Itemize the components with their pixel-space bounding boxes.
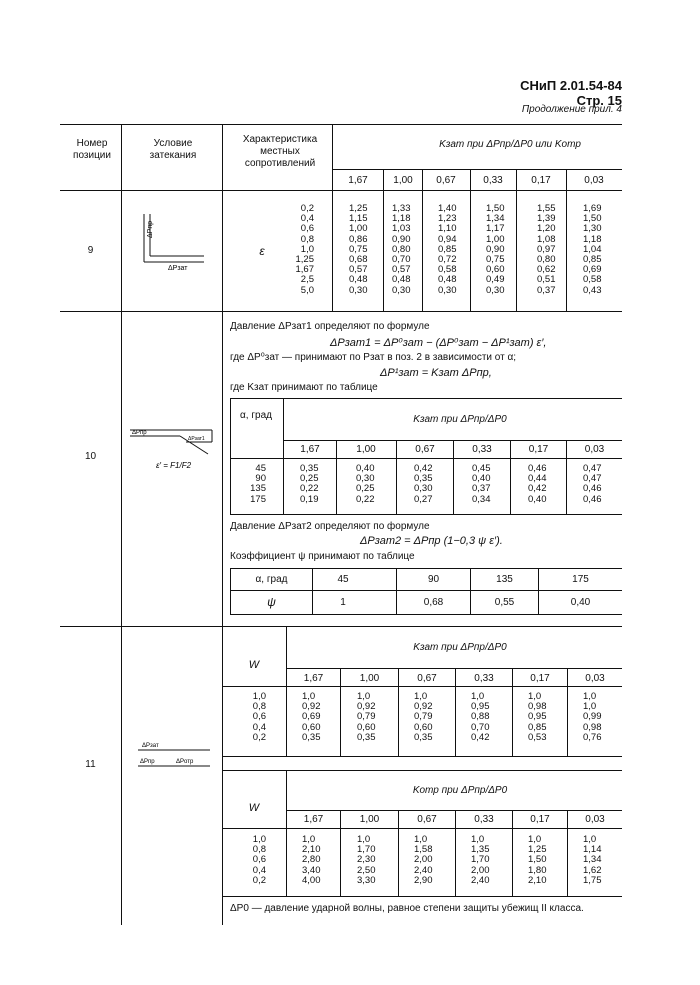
row10-alpha-column <box>240 464 266 505</box>
table-cell: 0,19 <box>300 493 319 505</box>
rule <box>283 398 284 514</box>
rule <box>222 686 622 687</box>
table-cell: 0,79 <box>357 711 376 723</box>
table-cell: 2,00 <box>414 854 433 866</box>
row10-text-4: Давление ΔPзат2 определяют по формуле <box>230 521 430 532</box>
row11-t2-col-5 <box>528 835 547 886</box>
table-cell: 0,47 <box>583 473 602 485</box>
table-cell: 1,14 <box>583 844 602 856</box>
row11-w-header-1: W <box>248 659 260 671</box>
table-cell: 0,70 <box>471 721 490 733</box>
psi-value: 0,40 <box>570 597 591 608</box>
eps-value: 0,4 <box>300 213 314 225</box>
table-cell: 1,0 <box>583 834 597 845</box>
ratio-header: 0,33 <box>483 175 503 186</box>
row11-k1-header: Kзат при ΔPпр/ΔP0 <box>413 642 507 653</box>
svg-text:ΔPзат: ΔPзат <box>142 743 159 749</box>
w-value: 1,0 <box>252 691 266 702</box>
table-cell: 0,42 <box>414 463 433 474</box>
table-cell: 0,43 <box>583 284 602 296</box>
table-cell: 2,50 <box>357 864 376 876</box>
row10-flow-diagram <box>126 420 218 486</box>
table-cell: 1,55 <box>537 203 556 214</box>
table-cell: 0,37 <box>537 284 556 296</box>
row11-t1-col-5 <box>528 692 547 743</box>
w-value: 0,2 <box>252 731 266 743</box>
ratio-header: 0,33 <box>472 444 492 455</box>
ratio-header: 1,00 <box>359 673 380 684</box>
ratio-header: 0,03 <box>584 175 604 186</box>
table-cell: 0,60 <box>414 721 433 733</box>
row10-k-header: Kзат при ΔPпр/ΔP0 <box>413 414 507 425</box>
row11-w-column-1 <box>240 692 266 743</box>
row10-formula-2: ΔP¹зат = Kзат ΔPпр, <box>380 367 492 379</box>
eps-value: 1,0 <box>300 243 314 255</box>
row11-t2-col-6 <box>583 835 602 886</box>
table-cell: 0,46 <box>583 493 602 505</box>
row9-number: 9 <box>87 245 94 256</box>
table-cell: 1,10 <box>438 223 457 235</box>
table-cell: 0,25 <box>300 473 319 485</box>
row10-values-col-2 <box>356 464 375 505</box>
table-cell: 0,72 <box>438 254 457 266</box>
table-cell: 2,80 <box>302 854 321 866</box>
ratio-header: 0,03 <box>585 673 605 684</box>
alpha-value: 90 <box>255 473 266 485</box>
row10-text-1: Давление ΔPзат1 определяют по формуле <box>230 321 430 332</box>
w-value: 0,4 <box>252 721 266 733</box>
row10-values-col-4 <box>472 464 491 505</box>
table-cell: 0,90 <box>392 233 411 245</box>
table-cell: 1,0 <box>302 834 316 845</box>
row9-values-col-6 <box>583 204 602 296</box>
table-cell: 0,30 <box>392 284 411 296</box>
row10-values-col-1 <box>300 464 319 505</box>
rule <box>422 169 423 311</box>
svg-text:ΔPпр: ΔPпр <box>132 430 147 436</box>
rule <box>516 169 517 311</box>
table-cell: 0,99 <box>583 711 602 723</box>
page-header: СНиП 2.01.54-84 Стр. 15 <box>520 78 622 108</box>
ratio-header: 1,67 <box>303 814 324 825</box>
rule <box>230 614 622 615</box>
table-cell: 1,0 <box>357 691 371 702</box>
row9-flow-diagram <box>132 206 212 276</box>
table-cell: 1,40 <box>438 203 457 214</box>
row11-flow-diagram <box>132 738 216 778</box>
table-cell: 0,68 <box>349 254 368 266</box>
table-cell: 1,50 <box>486 203 505 214</box>
table-cell: 1,0 <box>471 691 485 702</box>
table-cell: 1,00 <box>349 223 368 235</box>
rule <box>286 626 287 756</box>
ratio-header: 0,03 <box>584 444 605 455</box>
table-cell: 0,51 <box>537 274 556 286</box>
w-value: 0,4 <box>252 864 266 876</box>
table-cell: 0,69 <box>302 711 321 723</box>
table-cell: 2,90 <box>414 874 433 886</box>
table-cell: 0,85 <box>528 721 547 733</box>
table-cell: 0,49 <box>486 274 505 286</box>
table-cell: 0,48 <box>438 274 457 286</box>
table-cell: 1,70 <box>357 844 376 856</box>
table-cell: 0,30 <box>356 473 375 485</box>
table-cell: 0,46 <box>528 463 547 474</box>
table-cell: 0,92 <box>414 701 433 713</box>
table-cell: 0,42 <box>471 731 490 743</box>
row11-t1-col-6 <box>583 692 602 743</box>
table-cell: 0,92 <box>302 701 321 713</box>
table-cell: 1,0 <box>414 834 428 845</box>
table-cell: 1,00 <box>486 233 505 245</box>
eps-value: 0,8 <box>300 233 314 245</box>
table-cell: 2,40 <box>414 864 433 876</box>
table-cell: 0,58 <box>438 264 457 276</box>
table-cell: 1,03 <box>392 223 411 235</box>
ratio-header: 1,67 <box>300 444 320 455</box>
table-cell: 0,97 <box>537 243 556 255</box>
eps-value: 0,2 <box>300 203 314 214</box>
table-cell: 1,62 <box>583 864 602 876</box>
col-k-header: Kзат при ΔPпр/ΔP0 или Kотр <box>439 139 581 150</box>
ratio-header: 0,67 <box>417 814 437 825</box>
eps-value: 0,6 <box>300 223 314 235</box>
table-cell: 1,18 <box>583 233 602 245</box>
row10-values-col-5 <box>528 464 547 505</box>
table-cell: 0,47 <box>583 463 602 474</box>
table-cell: 0,80 <box>392 243 411 255</box>
rule <box>332 124 333 311</box>
table-cell: 0,90 <box>486 243 505 255</box>
table-cell: 0,48 <box>392 274 411 286</box>
rule <box>332 169 622 170</box>
table-cell: 0,27 <box>414 493 433 505</box>
table-cell: 2,40 <box>471 874 490 886</box>
row9-epsilon-symbol: ε <box>259 244 265 258</box>
table-cell: 1,0 <box>357 834 371 845</box>
psi-alpha-value: 45 <box>337 574 349 585</box>
table-cell: 0,80 <box>537 254 556 266</box>
rule <box>60 626 622 627</box>
table-cell: 0,60 <box>357 721 376 733</box>
table-cell: 1,70 <box>471 854 490 866</box>
table-cell: 0,98 <box>528 701 547 713</box>
table-cell: 1,35 <box>471 844 490 856</box>
w-value: 0,2 <box>252 874 266 886</box>
table-cell: 0,76 <box>583 731 602 743</box>
rule <box>230 458 622 459</box>
row11-t1-col-3 <box>414 692 433 743</box>
row10-values-col-6 <box>583 464 602 505</box>
table-cell: 0,45 <box>472 463 491 474</box>
table-cell: 0,22 <box>356 493 375 505</box>
table-cell: 0,92 <box>357 701 376 713</box>
row9-values-col-3 <box>438 204 457 296</box>
row11-t1-col-1 <box>302 692 321 743</box>
ratio-header: 1,00 <box>359 814 380 825</box>
table-cell: 1,80 <box>528 864 547 876</box>
rule <box>230 514 622 515</box>
table-cell: 0,85 <box>583 254 602 266</box>
table-cell: 0,35 <box>414 473 433 485</box>
psi-alpha-value: 175 <box>572 574 589 585</box>
row11-w-header-2: W <box>248 802 260 814</box>
table-cell: 4,00 <box>302 874 321 886</box>
rule <box>222 770 622 771</box>
table-cell: 0,70 <box>392 254 411 266</box>
ratio-header: 0,33 <box>474 673 494 684</box>
table-cell: 0,30 <box>414 483 433 495</box>
row11-t1-col-4 <box>471 692 490 743</box>
ratio-header: 0,67 <box>415 444 435 455</box>
alpha-value: 135 <box>250 483 266 495</box>
rule <box>566 169 567 311</box>
table-cell: 0,75 <box>349 243 368 255</box>
row11-number: 11 <box>85 759 96 770</box>
svg-text:ΔPзат1: ΔPзат1 <box>188 436 205 442</box>
svg-text:ΔPотр: ΔPотр <box>176 759 194 765</box>
col-characteristic-header: Характеристика местных сопротивлений <box>242 134 318 169</box>
row11-note: ΔP0 — давление ударной волны, равное степени защиты убежищ II класса. <box>230 903 584 914</box>
ratio-header: 1,00 <box>356 444 376 455</box>
table-cell: 0,57 <box>392 264 411 276</box>
table-cell: 0,40 <box>356 463 375 474</box>
psi-value: 1 <box>340 597 346 608</box>
table-cell: 1,25 <box>528 844 547 856</box>
rule <box>222 828 622 829</box>
alpha-value: 45 <box>255 463 266 474</box>
table-cell: 1,23 <box>438 213 457 225</box>
ratio-header: 0,03 <box>585 814 605 825</box>
ratio-header: 0,67 <box>436 175 456 186</box>
table-cell: 1,34 <box>486 213 505 225</box>
table-cell: 0,35 <box>414 731 433 743</box>
table-cell: 1,0 <box>302 691 316 702</box>
svg-text:ΔPзат: ΔPзат <box>168 265 188 272</box>
row10-formula-3: ΔPзат2 = ΔPпр (1−0,3 ψ ε′). <box>360 535 503 547</box>
table-cell: 0,69 <box>583 264 602 276</box>
table-cell: 1,58 <box>414 844 433 856</box>
table-cell: 0,25 <box>356 483 375 495</box>
svg-text:ΔPпр: ΔPпр <box>140 759 155 765</box>
ratio-header: 0,33 <box>474 814 494 825</box>
table-cell: 0,48 <box>349 274 368 286</box>
psi-label: ψ <box>267 595 276 609</box>
rule <box>286 668 622 669</box>
table-cell: 1,17 <box>486 223 505 235</box>
eps-value: 5,0 <box>300 284 314 296</box>
w-value: 0,6 <box>252 711 266 723</box>
rule <box>121 124 122 925</box>
row10-text-2: где ΔP⁰зат — принимают по Pзат в поз. 2 в зависимости от α; <box>230 352 517 363</box>
table-cell: 0,35 <box>357 731 376 743</box>
table-cell: 0,40 <box>528 493 547 505</box>
eps-value: 2,5 <box>300 274 314 286</box>
psi-value: 0,68 <box>423 597 444 608</box>
col-number-header: Номер позиции <box>73 138 111 161</box>
rule <box>222 896 622 897</box>
table-cell: 1,04 <box>583 243 602 255</box>
row11-t2-col-3 <box>414 835 433 886</box>
w-value: 1,0 <box>252 834 266 845</box>
rule <box>470 169 471 311</box>
table-cell: 1,33 <box>392 203 411 214</box>
table-cell: 0,30 <box>438 284 457 296</box>
table-cell: 1,0 <box>414 691 428 702</box>
row9-values-col-1 <box>349 204 368 296</box>
table-cell: 0,53 <box>528 731 547 743</box>
table-cell: 0,85 <box>438 243 457 255</box>
row9-eps-column <box>284 204 314 296</box>
table-cell: 0,58 <box>583 274 602 286</box>
table-cell: 1,18 <box>392 213 411 225</box>
row11-k2-header: Kотр при ΔPпр/ΔP0 <box>412 785 508 796</box>
table-cell: 2,10 <box>302 844 321 856</box>
psi-alpha-value: 135 <box>496 574 513 585</box>
w-value: 0,6 <box>252 854 266 866</box>
table-cell: 3,30 <box>357 874 376 886</box>
row10-text-5: Коэффициент ψ принимают по таблице <box>230 551 415 562</box>
table-cell: 0,94 <box>438 233 457 245</box>
col-condition-header: Условие затекания <box>149 138 197 161</box>
row11-t1-col-2 <box>357 692 376 743</box>
ratio-header: 0,17 <box>528 444 549 455</box>
row11-w-column-2 <box>240 835 266 886</box>
rule <box>383 169 384 311</box>
table-cell: 0,34 <box>472 493 491 505</box>
table-cell: 1,20 <box>537 223 556 235</box>
table-cell: 0,75 <box>486 254 505 266</box>
table-cell: 1,0 <box>583 691 597 702</box>
table-cell: 0,95 <box>471 701 490 713</box>
table-cell: 0,88 <box>471 711 490 723</box>
table-cell: 1,69 <box>583 203 602 214</box>
rule <box>60 124 622 125</box>
ratio-header: 1,67 <box>348 175 368 186</box>
table-cell: 0,79 <box>414 711 433 723</box>
table-cell: 0,35 <box>300 463 319 474</box>
row10-alpha-header: α, град <box>240 410 272 421</box>
row10-values-col-3 <box>414 464 433 505</box>
table-cell: 1,0 <box>528 691 542 702</box>
table-cell: 1,50 <box>528 854 547 866</box>
row11-t2-col-2 <box>357 835 376 886</box>
table-cell: 0,35 <box>302 731 321 743</box>
table-cell: 1,75 <box>583 874 602 886</box>
ratio-header: 0,17 <box>531 175 551 186</box>
svg-text:ΔPпр: ΔPпр <box>147 220 154 238</box>
rule <box>286 810 622 811</box>
table-cell: 0,46 <box>583 483 602 495</box>
ratio-header: 1,67 <box>303 673 324 684</box>
ratio-header: 0,17 <box>530 673 550 684</box>
table-cell: 0,44 <box>528 473 547 485</box>
rule <box>222 756 622 757</box>
table-cell: 0,62 <box>537 264 556 276</box>
w-value: 0,8 <box>252 844 266 856</box>
table-cell: 2,30 <box>357 854 376 866</box>
table-cell: 1,25 <box>349 203 368 214</box>
rule <box>230 398 622 399</box>
rule <box>60 190 622 191</box>
table-cell: 0,98 <box>583 721 602 733</box>
row10-number: 10 <box>84 451 97 462</box>
table-cell: 0,22 <box>300 483 319 495</box>
table-cell: 0,60 <box>302 721 321 733</box>
row9-values-col-2 <box>392 204 411 296</box>
continuation-label: Продолжение прил. 4 <box>521 104 622 115</box>
rule <box>230 568 622 569</box>
table-cell: 0,30 <box>486 284 505 296</box>
table-cell: 1,0 <box>528 834 542 845</box>
w-value: 0,8 <box>252 701 266 713</box>
table-cell: 2,00 <box>471 864 490 876</box>
eps-value: 1,25 <box>295 254 314 266</box>
ratio-header: 0,67 <box>417 673 437 684</box>
table-cell: 0,37 <box>472 483 491 495</box>
ratio-header: 0,17 <box>530 814 550 825</box>
table-cell: 1,34 <box>583 854 602 866</box>
table-cell: 1,0 <box>583 701 597 713</box>
row10-formula-1: ΔPзат1 = ΔP⁰зат − (ΔP⁰зат − ΔP¹зат) ε′, <box>330 337 547 349</box>
rule <box>286 770 287 896</box>
row11-t2-col-4 <box>471 835 490 886</box>
table-cell: 1,50 <box>583 213 602 225</box>
table-cell: 1,30 <box>583 223 602 235</box>
diagram-eps-label: ε′ = F1/F2 <box>156 461 192 470</box>
table-cell: 0,40 <box>472 473 491 485</box>
table-cell: 0,60 <box>486 264 505 276</box>
psi-alpha-value: 90 <box>427 574 440 585</box>
table-cell: 0,57 <box>349 264 368 276</box>
table-cell: 1,0 <box>471 834 485 845</box>
row9-values-col-5 <box>537 204 556 296</box>
table-cell: 1,39 <box>537 213 556 225</box>
ratio-header: 1,00 <box>393 175 413 186</box>
table-cell: 1,08 <box>537 233 556 245</box>
table-cell: 0,30 <box>349 284 368 296</box>
psi-value: 0,55 <box>494 597 515 608</box>
table-cell: 0,42 <box>528 483 547 495</box>
eps-value: 1,67 <box>295 264 314 276</box>
rule <box>60 311 622 312</box>
table-cell: 1,15 <box>349 213 368 225</box>
table-cell: 0,95 <box>528 711 547 723</box>
row9-values-col-4 <box>486 204 505 296</box>
rule <box>230 398 231 514</box>
alpha-value: 175 <box>250 493 266 505</box>
table-cell: 3,40 <box>302 864 321 876</box>
table-cell: 2,10 <box>528 874 547 886</box>
psi-alpha-header: α, град <box>255 574 288 585</box>
table-cell: 0,86 <box>349 233 368 245</box>
row10-text-3: где Kзат принимают по таблице <box>230 382 378 393</box>
row11-t2-col-1 <box>302 835 321 886</box>
rule <box>230 590 622 591</box>
